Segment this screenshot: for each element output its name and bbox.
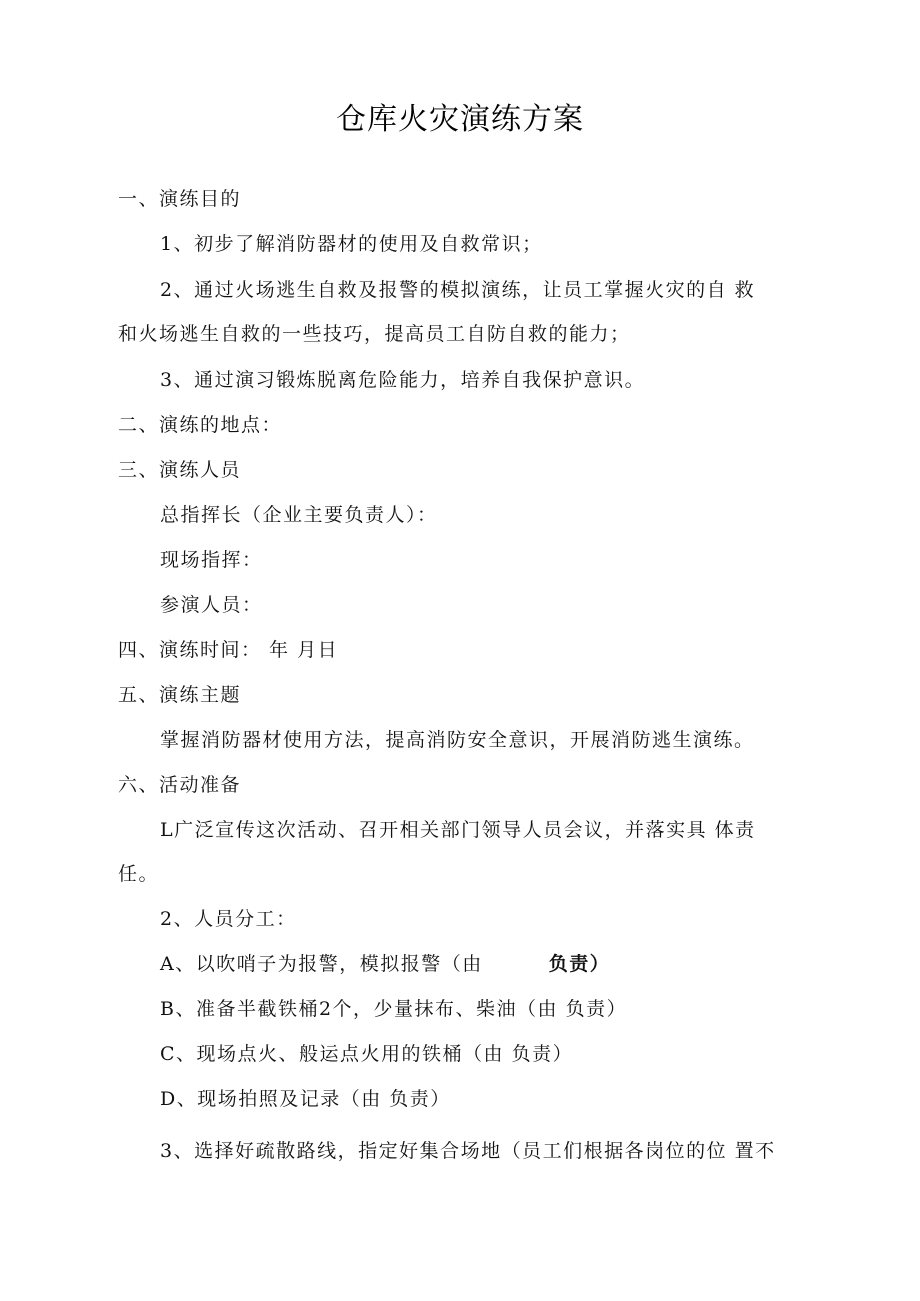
- assignment-c: C、现场点火、般运点火用的铁桶（由 负责）: [160, 1043, 574, 1065]
- personnel-commander: 总指挥长（企业主要负责人）：: [160, 504, 438, 526]
- purpose-item-3: 3、通过演习锻炼脱离危险能力，培养自我保护意识。: [160, 369, 646, 391]
- preparation-item-3: 3、选择好疏散路线，指定好集合场地（员工们根据各岗位的位 置不: [160, 1140, 776, 1162]
- section-heading-theme: 五、演练主题: [118, 684, 242, 706]
- section-heading-preparation: 六、活动准备: [118, 774, 242, 796]
- assignment-d: D、现场拍照及记录（由 负责）: [160, 1088, 451, 1110]
- section-heading-location: 二、演练的地点：: [118, 414, 283, 436]
- personnel-participants: 参演人员：: [160, 594, 263, 616]
- purpose-item-2-continued: 和火场逃生自救的一些技巧，提高员工自防自救的能力；: [118, 323, 631, 345]
- section-heading-personnel: 三、演练人员: [118, 459, 242, 481]
- purpose-item-2: 2、通过火场逃生自救及报警的模拟演练，让员工掌握火灾的自 救: [160, 279, 756, 301]
- purpose-item-1: 1、初步了解消防器材的使用及自救常识；: [160, 233, 543, 255]
- assignment-a-text: A、以吹哨子为报警，模拟报警（由: [160, 953, 483, 975]
- theme-text: 掌握消防器材使用方法，提高消防安全意识，开展消防逃生演练。: [160, 729, 755, 751]
- assignment-a: [160, 952, 610, 976]
- preparation-item-1: L广泛宣传这次活动、召开相关部门领导人员会议，并落实具 体责: [160, 819, 756, 841]
- document-title: 仓库火灾演练方案: [336, 102, 584, 137]
- assignment-a-responsible: 负责）: [548, 953, 611, 975]
- preparation-item-1-continued: 任。: [118, 863, 160, 885]
- preparation-item-2: 2、人员分工：: [160, 908, 297, 930]
- section-heading-purpose: 一、演练目的: [118, 188, 242, 210]
- personnel-site-command: 现场指挥：: [160, 549, 263, 571]
- section-heading-time: 四、演练时间： 年 月日: [118, 639, 339, 661]
- assignment-b: B、准备半截铁桶2个，少量抹布、柴油（由 负责）: [160, 998, 628, 1020]
